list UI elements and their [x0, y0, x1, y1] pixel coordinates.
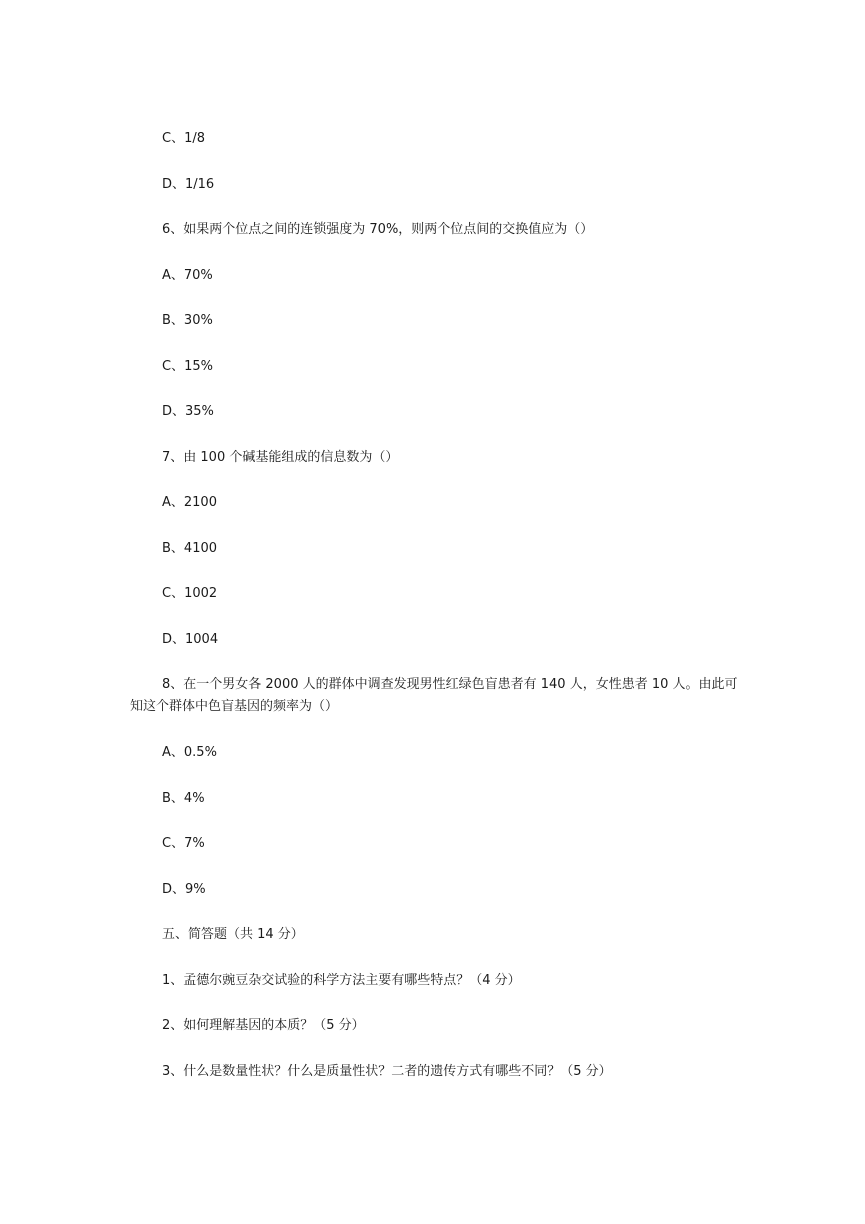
option-8b: B、4%: [162, 791, 205, 806]
option-7d: D、1004: [162, 632, 219, 647]
option-7c: C、1002: [162, 586, 218, 601]
question-8: 8、在一个男女各 2000 人的群体中调查发现男性红绿色盲患者有 140 人，女性患者 10 人。由此可知这个群体中色盲基因的频率为（）: [130, 677, 738, 714]
option-6a: A、70%: [162, 268, 213, 283]
option-7a: A、2100: [162, 495, 217, 510]
option-6d: D、35%: [162, 404, 214, 419]
short-answer-3: 3、什么是数量性状？什么是质量性状？二者的遗传方式有哪些不同？（5 分）: [162, 1064, 612, 1079]
question-6: 6、如果两个位点之间的连锁强度为 70%，则两个位点间的交换值应为（）: [162, 222, 594, 237]
short-answer-1: 1、孟德尔豌豆杂交试验的科学方法主要有哪些特点？（4 分）: [162, 973, 521, 988]
section-heading-short-answer: 五、简答题（共 14 分）: [162, 927, 304, 942]
option-6c: C、15%: [162, 359, 213, 374]
question-7: 7、由 100 个碱基能组成的信息数为（）: [162, 450, 399, 465]
short-answer-2: 2、如何理解基因的本质？（5 分）: [162, 1018, 365, 1033]
option-7b: B、4100: [162, 541, 218, 556]
option-8c: C、7%: [162, 836, 205, 851]
option-8a: A、0.5%: [162, 745, 217, 760]
option-6b: B、30%: [162, 313, 213, 328]
option-8d: D、9%: [162, 882, 206, 897]
option-5c: C、1/8: [162, 131, 205, 146]
option-5d: D、1/16: [162, 177, 215, 192]
